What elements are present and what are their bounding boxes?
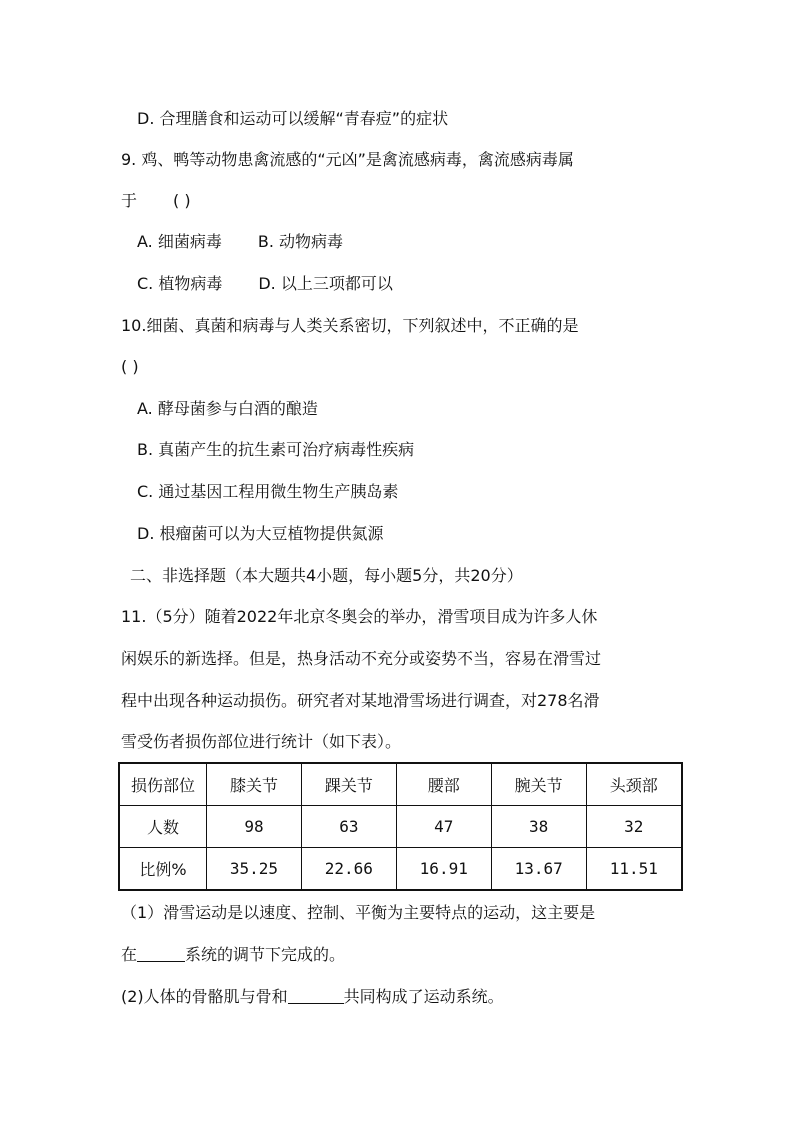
q9-stem-tail: 于 [121, 191, 138, 210]
q10-option-d: D. 根瘤菌可以为大豆植物提供氮源 [137, 524, 384, 543]
table-cell: 13.67 [491, 848, 586, 891]
table-header-cell: 踝关节 [301, 763, 396, 806]
q11-sub1-blank[interactable] [137, 945, 185, 962]
table-cell: 38 [491, 806, 586, 848]
table-row [119, 848, 682, 891]
table-cell: 98 [207, 806, 302, 848]
table-header-cell: 腰部 [396, 763, 491, 806]
q11-sub2-prefix: (2)人体的骨骼肌与骨和 [121, 987, 288, 1006]
q9-stem: 9. 鸡、鸭等动物患禽流感的“元凶”是禽流感病毒，禽流感病毒属 [121, 150, 574, 169]
q11-sub1-prefix: 在 [121, 945, 138, 964]
table-cell: 22.66 [301, 848, 396, 891]
table-header-row [119, 763, 682, 806]
q9-option-b: B. 动物病毒 [257, 232, 343, 251]
q11-sub2-suffix: 共同构成了运动系统。 [343, 987, 504, 1006]
q10-option-b: B. 真菌产生的抗生素可治疗病毒性疾病 [137, 440, 415, 459]
q11-sub1-line-2 [121, 944, 345, 966]
table-header-cell: 损伤部位 [119, 763, 207, 806]
table-header-cell: 头颈部 [586, 763, 682, 806]
q11-sub1-line-1: （1）滑雪运动是以速度、控制、平衡为主要特点的运动，这主要是 [121, 903, 596, 922]
q9-options-row1 [137, 231, 343, 253]
table-row [119, 806, 682, 848]
table-cell: 32 [586, 806, 682, 848]
q9-answer-paren: ( ) [173, 191, 191, 210]
q10-option-c: C. 通过基因工程用微生物生产胰岛素 [137, 482, 399, 501]
q11-sub2-blank[interactable] [288, 987, 344, 1004]
q11-paragraph-line-3: 程中出现各种运动损伤。研究者对某地滑雪场进行调查，对278名滑 [121, 691, 600, 710]
table-row-label: 人数 [119, 806, 207, 848]
section-heading: 二、非选择题（本大题共4小题，每小题5分，共20分） [130, 566, 523, 585]
table-row-label: 比例% [119, 848, 207, 891]
table-cell: 16.91 [396, 848, 491, 891]
table-cell: 47 [396, 806, 491, 848]
table-cell: 63 [301, 806, 396, 848]
table-header-cell: 膝关节 [207, 763, 302, 806]
q9-option-a: A. 细菌病毒 [137, 232, 222, 251]
q9-option-c: C. 植物病毒 [137, 274, 223, 293]
q8-option-d: D. 合理膳食和运动可以缓解“青春痘”的症状 [137, 109, 449, 128]
table-cell: 35.25 [207, 848, 302, 891]
q11-paragraph-line-4: 雪受伤者损伤部位进行统计（如下表）。 [121, 732, 402, 751]
table-header-cell: 腕关节 [491, 763, 586, 806]
q10-answer-paren: ( ) [121, 357, 139, 376]
q11-sub2-line [121, 986, 504, 1008]
q11-paragraph-line-1: 11.（5分）随着2022年北京冬奥会的举办，滑雪项目成为许多人休 [121, 607, 598, 626]
q9-stem-continued [121, 190, 191, 212]
table-cell: 11.51 [586, 848, 682, 891]
q11-sub1-suffix: 系统的调节下完成的。 [185, 945, 346, 964]
q9-option-d: D. 以上三项都可以 [258, 274, 393, 293]
q11-paragraph-line-2: 闲娱乐的新选择。但是，热身活动不充分或姿势不当，容易在滑雪过 [121, 649, 602, 668]
q10-option-a: A. 酵母菌参与白酒的酿造 [137, 399, 318, 418]
injury-table [118, 762, 683, 891]
q9-options-row2 [137, 273, 393, 295]
q10-stem: 10.细菌、真菌和病毒与人类关系密切，下列叙述中，不正确的是 [121, 316, 579, 335]
